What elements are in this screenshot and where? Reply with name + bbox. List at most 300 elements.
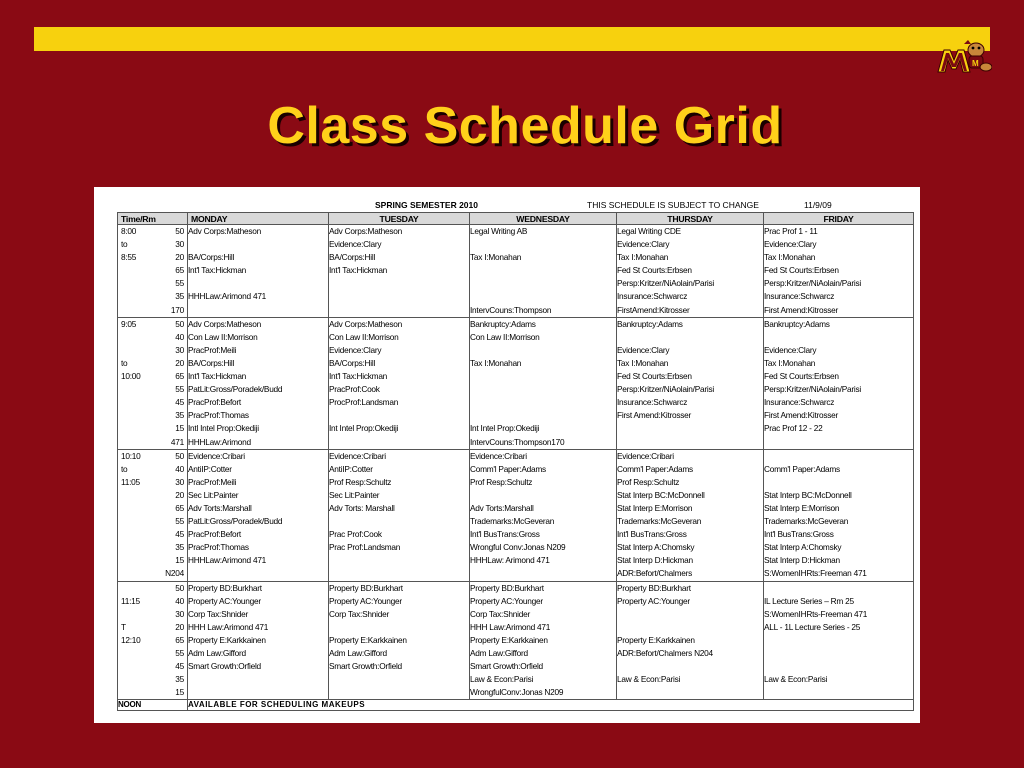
class-entry: Evidence:Clary <box>764 239 817 250</box>
class-entry: Property AC:Younger <box>617 595 690 606</box>
room-number: 50 <box>175 318 184 329</box>
class-entry: Property AC:Younger <box>470 595 543 606</box>
class-entry: Adv Corps:Matheson <box>329 318 402 329</box>
class-entry: AntiIP:Cotter <box>188 463 232 474</box>
change-notice: THIS SCHEDULE IS SUBJECT TO CHANGE <box>587 200 759 210</box>
class-entry: Int'l Tax:Hickman <box>188 265 247 276</box>
class-entry <box>470 567 616 580</box>
room-number: 55 <box>175 516 184 527</box>
class-entry: Adm Law:Gifford <box>188 648 246 658</box>
class-entry: HHH Law:Arimond 471 <box>470 621 551 632</box>
class-entry: HHH Law:Arimond 471 <box>188 621 269 632</box>
time-line <box>118 264 187 277</box>
class-entry: PracProf:Befort <box>188 397 241 408</box>
class-entry <box>188 238 328 251</box>
time-line <box>118 595 187 608</box>
class-entry: Prof Resp:Schultz <box>470 476 533 487</box>
class-entry: IntervCouns:Thompson170 <box>470 436 565 447</box>
class-entry <box>764 647 913 660</box>
col-header-friday: FRIDAY <box>764 213 914 225</box>
class-entry <box>764 686 913 699</box>
time-cell <box>118 449 188 581</box>
class-entry: Prof Resp:Schultz <box>617 476 680 487</box>
class-entry: Property E:Karkkainen <box>470 634 548 645</box>
room-number: 65 <box>175 502 184 513</box>
time-line <box>118 489 187 502</box>
class-entry <box>329 567 469 580</box>
class-entry <box>470 238 616 251</box>
class-entry: Tax I:Monahan <box>470 357 522 368</box>
class-entry: Smart Growth:Orfield <box>470 661 543 672</box>
class-entry: Tax I:Monahan <box>764 252 816 263</box>
class-entry <box>470 489 616 502</box>
room-number: 30 <box>175 239 184 250</box>
monday-cell <box>188 449 329 581</box>
class-entry: PracProf:Thomas <box>188 410 249 421</box>
room-number: 65 <box>175 371 184 382</box>
class-entry: Int'l BusTrans:Gross <box>470 529 540 540</box>
class-entry: PracProf:Meili <box>188 476 237 487</box>
class-entry: Wrongful Conv:Jonas N209 <box>470 542 566 553</box>
time-line <box>118 463 187 476</box>
time-label: 8:00 <box>121 226 137 236</box>
class-entry: Adv Torts:Marshall <box>470 502 534 513</box>
class-entry: Fed St Courts:Erbsen <box>617 371 692 382</box>
room-number: 170 <box>170 304 184 315</box>
class-entry: Bankruptcy:Adams <box>617 318 683 329</box>
time-label: 10:00 <box>121 371 141 382</box>
class-entry: Adv Corps:Matheson <box>188 318 261 329</box>
room-number: 471 <box>170 436 184 447</box>
room-number: 30 <box>175 608 184 619</box>
time-line <box>118 318 187 331</box>
col-header-thursday: THURSDAY <box>617 213 764 225</box>
time-block-row <box>118 449 914 581</box>
class-entry: Trademarks:McGeveran <box>764 516 849 527</box>
time-line <box>118 344 187 357</box>
class-entry: Stat Interp BC:McDonnell <box>764 489 852 500</box>
room-number: 15 <box>175 687 184 698</box>
friday-cell <box>764 449 914 581</box>
class-entry <box>470 264 616 277</box>
class-entry: Property BD:Burkhart <box>470 582 544 593</box>
class-entry: Tax I:Monahan <box>617 252 669 263</box>
class-entry: Sec Lit:Painter <box>188 489 239 500</box>
class-entry <box>470 409 616 422</box>
class-entry: ADR:Befort/Chalmers N204 <box>617 648 713 658</box>
wednesday-cell <box>470 225 617 318</box>
semester-label: SPRING SEMESTER 2010 <box>375 200 478 210</box>
class-entry: Stat Interp D:Hickman <box>617 555 693 566</box>
class-entry: Int'l Tax:Hickman <box>188 371 247 382</box>
class-entry: Property BD:Burkhart <box>617 582 691 593</box>
time-line <box>118 660 187 673</box>
class-entry: IL Lecture Series – Rm 25 <box>764 595 854 606</box>
time-line <box>118 396 187 409</box>
time-cell <box>118 317 188 449</box>
class-entry <box>329 686 469 699</box>
class-entry <box>470 344 616 357</box>
room-number: 65 <box>175 634 184 645</box>
class-entry: Evidence:Cribari <box>329 450 386 461</box>
schedule-grid <box>117 212 914 711</box>
class-entry: Corp Tax:Shnider <box>470 608 530 619</box>
class-entry <box>329 290 469 303</box>
class-entry: Property AC:Younger <box>329 595 402 606</box>
class-entry: Law & Econ:Parisi <box>470 674 534 685</box>
noon-label: NOON <box>118 700 188 711</box>
class-entry: ProcProf:Landsman <box>329 397 399 408</box>
gopher-logo-icon <box>936 36 992 74</box>
class-entry: PracProf:Meili <box>188 344 237 355</box>
time-line <box>118 567 187 580</box>
class-entry <box>470 383 616 396</box>
class-entry: Adv Torts: Marshall <box>329 502 395 513</box>
room-number: 55 <box>175 278 184 289</box>
class-entry: Persp:Kritzer/NiAolain/Parisi <box>617 278 714 289</box>
time-label: 11:05 <box>121 476 140 487</box>
class-entry <box>470 396 616 409</box>
class-entry: Property E:Karkkainen <box>329 634 407 645</box>
class-entry <box>329 515 469 528</box>
class-entry: Adv Corps:Matheson <box>329 226 402 236</box>
tuesday-cell <box>329 225 470 318</box>
class-entry: PatLit:Gross/Poradek/Budd <box>188 384 283 395</box>
class-entry: Tax I:Monahan <box>617 357 669 368</box>
time-line <box>118 357 187 370</box>
class-entry: Int'l Tax:Hickman <box>329 371 388 382</box>
time-line <box>118 370 187 383</box>
time-cell <box>118 225 188 318</box>
class-entry: Adv Torts:Marshall <box>188 502 252 513</box>
class-entry: Property BD:Burkhart <box>188 582 262 593</box>
class-entry <box>764 476 913 489</box>
time-line <box>118 647 187 660</box>
class-entry: Evidence:Clary <box>764 344 817 355</box>
class-entry <box>764 634 913 647</box>
time-block-row <box>118 581 914 700</box>
class-entry <box>617 621 763 634</box>
time-line <box>118 673 187 686</box>
time-label: to <box>121 463 128 474</box>
time-line <box>118 422 187 435</box>
room-number: 30 <box>175 344 184 355</box>
friday-cell <box>764 317 914 449</box>
time-line <box>118 621 187 634</box>
time-line <box>118 528 187 541</box>
class-entry: Stat Interp E:Morrison <box>764 502 840 513</box>
room-number: 45 <box>175 397 184 408</box>
time-label: 10:10 <box>121 450 141 461</box>
class-entry: Persp:Kritzer/NiAolain/Parisi <box>764 384 861 395</box>
class-entry: S:WomenIHRts-Freeman 471 <box>764 608 868 619</box>
class-entry: Insurance:Schwarcz <box>764 397 835 408</box>
time-label: 11:15 <box>121 595 140 606</box>
class-entry <box>617 686 763 699</box>
wednesday-cell <box>470 581 617 700</box>
thursday-cell <box>617 581 764 700</box>
class-entry: Insurance:Schwarcz <box>764 291 835 302</box>
time-line <box>118 554 187 567</box>
time-line <box>118 238 187 251</box>
class-entry: Property AC:Younger <box>188 595 261 606</box>
sheet-header <box>94 200 920 212</box>
class-entry: Tax I:Monahan <box>470 252 522 263</box>
class-entry <box>470 277 616 290</box>
accent-bar <box>34 27 990 51</box>
room-number: 45 <box>175 529 184 540</box>
class-entry: Smart Growth:Orfield <box>188 661 261 672</box>
time-line <box>118 608 187 621</box>
class-entry: Evidence:Cribari <box>188 450 245 461</box>
tuesday-cell <box>329 317 470 449</box>
class-entry: Adm Law:Gifford <box>329 648 387 658</box>
class-entry: Property BD:Burkhart <box>329 582 403 593</box>
slide-title: Class Schedule Grid <box>267 97 783 155</box>
room-number: 35 <box>175 674 184 685</box>
class-entry <box>329 277 469 290</box>
time-line <box>118 436 187 449</box>
room-number: 45 <box>175 661 184 672</box>
room-number: 35 <box>175 410 184 421</box>
time-line <box>118 686 187 699</box>
time-line <box>118 450 187 463</box>
class-entry: Fed St Courts:Erbsen <box>764 265 839 276</box>
class-entry: First Amend:Kitrosser <box>617 410 692 421</box>
class-entry <box>764 450 913 463</box>
monday-cell <box>188 225 329 318</box>
room-number: 50 <box>175 226 184 236</box>
class-entry: Fed St Courts:Erbsen <box>617 265 692 276</box>
time-label: to <box>121 357 128 368</box>
class-entry: Insurance:Schwarcz <box>617 397 688 408</box>
class-entry: Stat Interp E:Morrison <box>617 502 693 513</box>
class-entry <box>764 582 913 595</box>
class-entry <box>617 331 763 344</box>
noon-note: AVAILABLE FOR SCHEDULING MAKEUPS <box>188 700 914 711</box>
class-entry: Con Law II:Morrison <box>188 331 258 342</box>
class-entry: PracProf:Thomas <box>188 542 249 553</box>
col-header-time: Time/Rm <box>118 213 188 225</box>
class-entry <box>470 370 616 383</box>
room-number: 35 <box>175 542 184 553</box>
grid-header-row <box>118 213 914 225</box>
class-entry <box>188 567 328 580</box>
col-header-tuesday: TUESDAY <box>329 213 470 225</box>
class-entry: Law & Econ:Parisi <box>764 674 828 685</box>
class-entry: Int Intel Prop:Okediji <box>470 423 540 434</box>
friday-cell <box>764 225 914 318</box>
wednesday-cell <box>470 449 617 581</box>
time-line <box>118 502 187 515</box>
class-entry: PatLit:Gross/Poradek/Budd <box>188 516 283 527</box>
time-line <box>118 290 187 303</box>
schedule-sheet <box>94 187 920 723</box>
room-number: 65 <box>175 265 184 276</box>
class-entry: Evidence:Clary <box>329 239 382 250</box>
time-line <box>118 582 187 595</box>
class-entry: Stat Interp A:Chomsky <box>617 542 695 553</box>
class-entry: Property E:Karkkainen <box>617 634 695 645</box>
class-entry <box>329 436 469 449</box>
class-entry <box>617 436 763 449</box>
monday-cell <box>188 581 329 700</box>
class-entry <box>188 673 328 686</box>
noon-row <box>118 700 914 711</box>
class-entry: Prof Resp:Schultz <box>329 476 392 487</box>
class-entry: AntiIP:Cotter <box>329 463 373 474</box>
class-entry: Intl Intel Prop:Okediji <box>188 423 259 434</box>
time-line <box>118 541 187 554</box>
time-line <box>118 409 187 422</box>
class-entry: Int'l BusTrans:Gross <box>617 529 687 540</box>
class-entry: Adm Law:Gifford <box>470 648 528 658</box>
class-entry: BA/Corps:Hill <box>329 357 376 368</box>
class-entry: Legal Writing AB <box>470 226 528 236</box>
class-entry: Evidence:Cribari <box>617 450 674 461</box>
monday-cell <box>188 317 329 449</box>
class-entry: First Amend:Kitrosser <box>764 410 839 421</box>
class-entry: Tax I:Monahan <box>764 357 816 368</box>
time-line <box>118 251 187 264</box>
class-entry: Comm'l Paper:Adams <box>617 463 693 474</box>
room-number: 20 <box>175 357 184 368</box>
class-entry: Bankruptcy:Adams <box>470 318 536 329</box>
class-entry: Legal Writing CDE <box>617 226 681 236</box>
class-entry: Stat Interp BC:McDonnell <box>617 489 705 500</box>
class-entry: Corp Tax:Shnider <box>188 608 248 619</box>
class-entry: PracProf:Cook <box>329 384 380 395</box>
class-entry: Trademarks:McGeveran <box>470 516 555 527</box>
class-entry <box>329 621 469 634</box>
class-entry: Insurance:Schwarcz <box>617 291 688 302</box>
room-number: 15 <box>175 555 184 566</box>
class-entry: Law & Econ:Parisi <box>617 674 681 685</box>
thursday-cell <box>617 449 764 581</box>
class-entry: Stat Interp A:Chomsky <box>764 542 842 553</box>
class-entry: Bankruptcy:Adams <box>764 318 830 329</box>
class-entry <box>764 660 913 673</box>
class-entry: Smart Growth:Orfield <box>329 661 402 672</box>
class-entry <box>329 409 469 422</box>
class-entry: Prac Prof 1 - 11 <box>764 226 818 236</box>
time-label: 12:10 <box>121 634 141 645</box>
class-entry: ADR:Befort/Chalmers <box>617 568 693 579</box>
class-entry: Prac Prof 12 - 22 <box>764 423 823 434</box>
class-entry: Stat Interp D:Hickman <box>764 555 840 566</box>
class-entry: FirstAmend:Kitrosser <box>617 304 690 315</box>
class-entry: Adv Corps:Matheson <box>188 226 261 236</box>
class-entry: HHHLaw:Arimond 471 <box>188 555 267 566</box>
class-entry <box>188 686 328 699</box>
class-entry: Int'l Tax:Hickman <box>329 265 388 276</box>
room-number: 15 <box>175 423 184 434</box>
time-label: 9:05 <box>121 318 137 329</box>
tuesday-cell <box>329 581 470 700</box>
class-entry: Evidence:Cribari <box>470 450 527 461</box>
class-entry: HHHLaw: Arimond 471 <box>470 555 550 566</box>
class-entry: BA/Corps:Hill <box>188 252 235 263</box>
class-entry: Persp:Kritzer/NiAolain/Parisi <box>617 384 714 395</box>
class-entry: Evidence:Clary <box>617 344 670 355</box>
class-entry: Comm'l Paper:Adams <box>470 463 546 474</box>
class-entry: Int Intel Prop:Okediji <box>329 423 399 434</box>
class-entry: Comm'l Paper:Adams <box>764 463 840 474</box>
time-line <box>118 225 187 238</box>
class-entry <box>329 673 469 686</box>
time-line <box>118 383 187 396</box>
class-entry: Property E:Karkkainen <box>188 634 266 645</box>
col-header-monday: MONDAY <box>188 213 329 225</box>
class-entry: Sec Lit:Painter <box>329 489 380 500</box>
class-entry <box>764 331 913 344</box>
room-number: 55 <box>175 648 184 658</box>
room-number: 40 <box>175 595 184 606</box>
class-entry: Con Law II:Morrison <box>470 331 540 342</box>
class-entry <box>188 304 328 317</box>
time-cell <box>118 581 188 700</box>
schedule-date: 11/9/09 <box>804 200 832 210</box>
room-number: 50 <box>175 450 184 461</box>
col-header-wednesday: WEDNESDAY <box>470 213 617 225</box>
class-entry <box>329 554 469 567</box>
class-entry <box>470 290 616 303</box>
room-number: 40 <box>175 463 184 474</box>
class-entry: PracProf:Befort <box>188 529 241 540</box>
class-entry <box>329 304 469 317</box>
class-entry: Persp:Kritzer/NiAolain/Parisi <box>764 278 861 289</box>
time-block-row <box>118 317 914 449</box>
class-entry <box>617 422 763 435</box>
class-entry: WrongfulConv:Jonas N209 <box>470 687 564 698</box>
time-label: to <box>121 239 128 250</box>
class-entry: Prac Prof:Landsman <box>329 542 401 553</box>
time-line <box>118 277 187 290</box>
room-number: 20 <box>175 252 184 263</box>
class-entry: Fed St Courts:Erbsen <box>764 371 839 382</box>
time-label: 8:55 <box>121 252 137 263</box>
room-number: N204 <box>165 568 184 579</box>
time-block-row <box>118 225 914 318</box>
room-number: 20 <box>175 621 184 632</box>
svg-text:M: M <box>972 59 979 68</box>
time-line <box>118 515 187 528</box>
friday-cell <box>764 581 914 700</box>
class-entry: BA/Corps:Hill <box>188 357 235 368</box>
time-line <box>118 304 187 317</box>
class-entry: First Amend:Kitrosser <box>764 304 839 315</box>
class-entry: HHHLaw:Arimond <box>188 436 251 447</box>
class-entry: S:WomenIHRts:Freeman 471 <box>764 568 867 579</box>
class-entry: HHHLaw:Arimond 471 <box>188 291 267 302</box>
class-entry: Corp Tax:Shnider <box>329 608 389 619</box>
class-entry: Int'l BusTrans:Gross <box>764 529 834 540</box>
class-entry: Evidence:Clary <box>329 344 382 355</box>
time-line <box>118 331 187 344</box>
class-entry <box>764 436 913 449</box>
time-label: T <box>121 621 126 632</box>
class-entry <box>617 608 763 621</box>
class-entry: Con Law II:Morrison <box>329 331 399 342</box>
room-number: 50 <box>175 582 184 593</box>
class-entry <box>617 660 763 673</box>
thursday-cell <box>617 225 764 318</box>
room-number: 40 <box>175 331 184 342</box>
wednesday-cell <box>470 317 617 449</box>
room-number: 55 <box>175 384 184 395</box>
thursday-cell <box>617 317 764 449</box>
class-entry: Prac Prof:Cook <box>329 529 382 540</box>
